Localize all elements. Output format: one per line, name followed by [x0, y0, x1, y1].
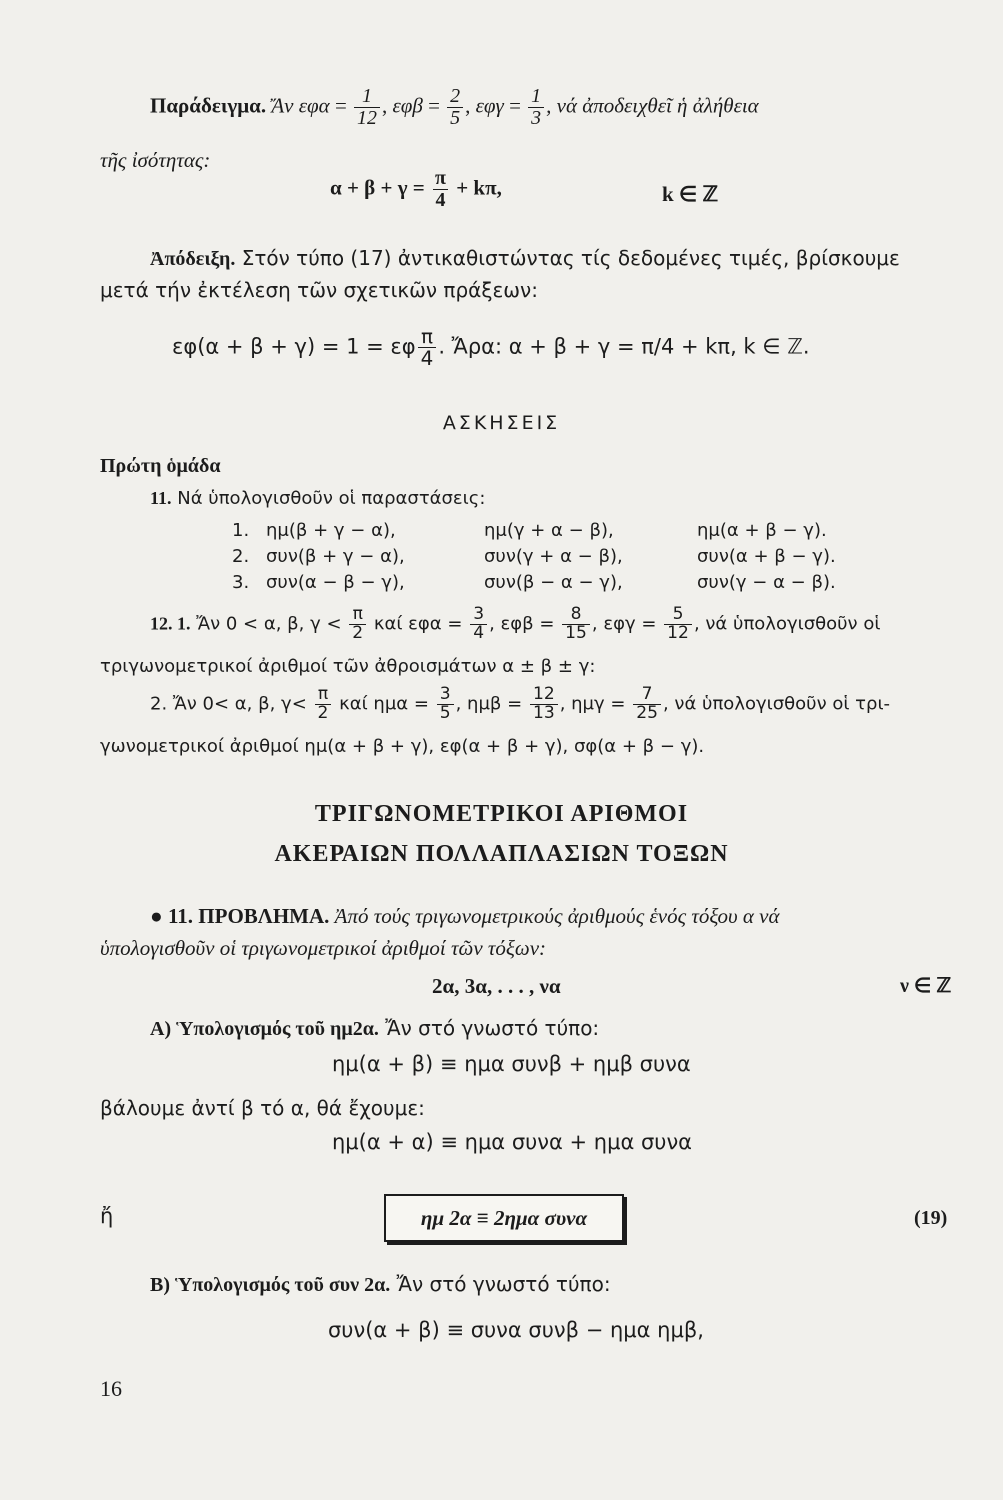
- or-word: ἤ: [100, 1204, 114, 1228]
- exercise-12-line2: τριγωνομετρικοί ἀριθμοί τῶν ἀθροισμάτων α ± β ± γ:: [100, 656, 596, 677]
- section-heading-line1: ΤΡΙΓΩΝΟΜΕΤΡΙΚΟΙ ΑΡΙΘΜΟΙ: [314, 801, 689, 827]
- exercise-12-2-line2: γωνομετρικοί ἀριθμοί ημ(α + β + γ), εφ(α + β + γ), σφ(α + β − γ).: [100, 736, 705, 757]
- fraction: $\frac{2}{5}$: [447, 86, 463, 129]
- example-line2: τῆς ἰσότητας:: [100, 148, 211, 172]
- exercise-row-3-num: 3.: [232, 572, 250, 593]
- fraction: $\frac{\pi}{4}$: [418, 326, 437, 369]
- exercise-row-3-c: συν(γ − α − β).: [697, 572, 836, 593]
- proof-formula: εφ(α + β + γ) = 1 = εφ $\frac{\pi}{4}$ . Ἄρα: α + β + γ = π/4 + kπ, k ∈ ℤ.: [172, 324, 810, 370]
- page-number: 16: [100, 1376, 122, 1401]
- part-a-formula1: ημ(α + β) ≡ ημα συνβ + ημβ συνα: [332, 1052, 691, 1076]
- exercise-11: 11. Νά ὑπολογισθοῦν οἱ παραστάσεις:: [150, 488, 486, 509]
- exercise-12-2: 2. Ἄν 0< α, β, γ< $\frac{\pi}{2}$ καί ημα = $\frac{3}{5}$ , ημβ = $\frac{12}{13}$ , ημγ = $\frac{7}{25}$ , νά ὑπολογισθοῦν οἱ τρι-: [150, 684, 891, 723]
- fraction: $\frac{\pi}{4}$: [432, 168, 449, 211]
- example-label: Παράδειγμα.: [150, 93, 267, 118]
- example-identity-k: k ∈ ℤ: [662, 182, 719, 206]
- exercises-title: ΑΣΚΗΣΕΙΣ: [442, 412, 561, 434]
- part-b-formula1: συν(α + β) ≡ συνα συνβ − ημα ημβ,: [328, 1318, 704, 1342]
- problem-arcs: 2α, 3α, . . . , να: [432, 974, 561, 998]
- exercise-row-1-a: ημ(β + γ − α),: [266, 520, 396, 541]
- exercise-row-3-a: συν(α − β − γ),: [266, 572, 405, 593]
- exercise-row-2-b: συν(γ + α − β),: [484, 546, 623, 567]
- proof-line2: μετά τήν ἐκτέλεση τῶν σχετικῶν πράξεων:: [100, 278, 538, 302]
- example-statement: Παράδειγμα. Ἄν εφα = $\frac{1}{12}$ , εφβ = $\frac{2}{5}$ , εφγ = $\frac{1}{3}$ , νά ἀποδειχθεῖ ἡ ἀλήθεια: [150, 85, 759, 129]
- fraction: $\frac{1}{3}$: [528, 86, 544, 129]
- equation-number: (19): [914, 1207, 948, 1229]
- proof-label: Ἀπόδειξη.: [150, 248, 236, 270]
- fraction: $\frac{12}{13}$: [530, 686, 558, 723]
- exercise-row-2-c: συν(α + β − γ).: [697, 546, 836, 567]
- exercise-row-3-b: συν(β − α − γ),: [484, 572, 623, 593]
- section-heading-line2: ΑΚΕΡΑΙΩΝ ΠΟΛΛΑΠΛΑΣΙΩΝ ΤΟΞΩΝ: [274, 841, 729, 867]
- problem-arcs-n: ν ∈ ℤ: [900, 975, 952, 997]
- fraction: $\frac{\pi}{2}$: [315, 686, 332, 723]
- problem-line2: ὑπολογισθοῦν οἱ τριγωνομετρικοί ἀριθμοί τῶν τόξων:: [100, 936, 547, 960]
- problem-line1: ● 11. ΠΡΟΒΛΗΜΑ. Ἀπό τούς τριγωνομετρικούς ἀριθμούς ἑνός τόξου α νά: [150, 904, 780, 928]
- bullet-icon: ●: [150, 904, 163, 928]
- exercise-row-1-c: ημ(α + β − γ).: [697, 520, 827, 541]
- fraction: $\frac{3}{5}$: [437, 686, 454, 723]
- exercises-group: Πρώτη ὁμάδα: [100, 455, 221, 477]
- exercise-row-2-num: 2.: [232, 546, 250, 567]
- fraction: $\frac{3}{4}$: [470, 606, 487, 643]
- boxed-formula-frame: [384, 1194, 624, 1242]
- fraction: $\frac{8}{15}$: [562, 606, 590, 643]
- exercise-row-2-a: συν(β + γ − α),: [266, 546, 405, 567]
- exercise-row-1-num: 1.: [232, 520, 250, 541]
- proof-line1: Ἀπόδειξη. Στόν τύπο (17) ἀντικαθιστώντας τίς δεδομένες τιμές, βρίσκουμε: [150, 246, 900, 270]
- fraction: $\frac{1}{12}$: [354, 86, 380, 129]
- exercise-12-1: 12. 1. Ἄν 0 < α, β, γ < $\frac{\pi}{2}$ καί εφα = $\frac{3}{4}$ , εφβ = $\frac{8}{15}$ , εφγ = $\frac{5}{12}$ , νά ὑπολογισθοῦν οἱ: [150, 604, 881, 643]
- part-a-formula2: ημ(α + α) ≡ ημα συνα + ημα συνα: [332, 1130, 693, 1154]
- example-identity: α + β + γ = $\frac{\pi}{4}$ + kπ,: [330, 167, 502, 211]
- fraction: $\frac{\pi}{2}$: [349, 606, 366, 643]
- exercise-row-1-b: ημ(γ + α − β),: [484, 520, 614, 541]
- fraction: $\frac{7}{25}$: [633, 686, 661, 723]
- fraction: $\frac{5}{12}$: [664, 606, 692, 643]
- part-a-line2: βάλουμε ἀντί β τό α, θά ἔχουμε:: [100, 1096, 425, 1120]
- part-b-line: Β) Ὑπολογισμός τοῦ συν 2α. Ἄν στό γνωστό τύπο:: [150, 1272, 611, 1296]
- part-a-line: Α) Ὑπολογισμός τοῦ ημ2α. Ἄν στό γνωστό τύπο:: [150, 1016, 600, 1040]
- boxed-formula: ημ 2α ≡ 2ημα συνα: [420, 1206, 588, 1230]
